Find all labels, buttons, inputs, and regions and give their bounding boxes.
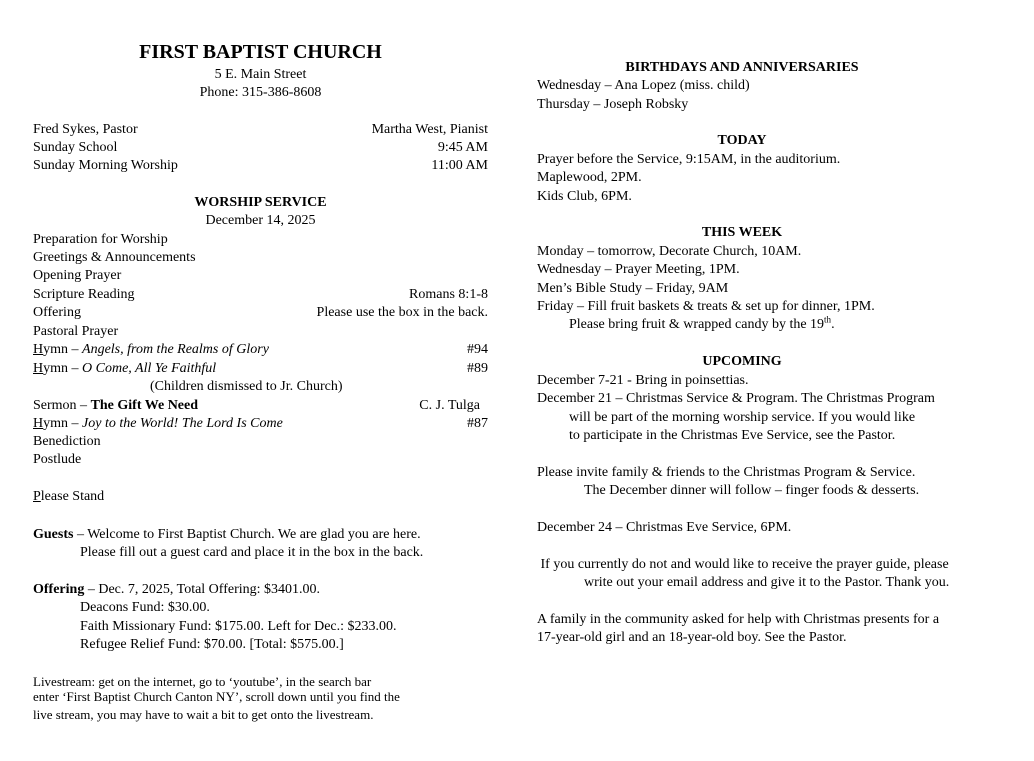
scripture-reference: Romans 8:1-8 <box>409 287 488 302</box>
church-address: 5 E. Main Street <box>214 67 307 82</box>
this-week-item: Men’s Bible Study – Friday, 9AM <box>537 281 729 296</box>
birthday-item: Thursday – Joseph Robsky <box>537 97 689 112</box>
order-item-label: Pastoral Prayer <box>33 324 119 339</box>
today-heading: TODAY <box>717 133 767 148</box>
order-item-label: Preparation for Worship <box>33 232 168 247</box>
offering-total: – Dec. 7, 2025, Total Offering: $3401.00. <box>84 582 321 597</box>
please-stand-underlined: P <box>33 489 41 504</box>
church-phone: Phone: 315-386-8608 <box>199 85 322 100</box>
hymn-title: O Come, All Ye Faithful <box>82 361 217 376</box>
guests-text: – Welcome to First Baptist Church. We are glad you are here. <box>73 527 421 542</box>
please-stand-note <box>33 488 488 506</box>
prayer-guide-line-1: If you currently do not and would like to receive the prayer guide, please <box>537 557 949 572</box>
hymn-prefix: ymn – <box>43 342 83 357</box>
order-item <box>33 304 488 322</box>
sermon-title: The Gift We Need <box>90 398 199 413</box>
hymn-prefix-underlined: H <box>33 342 44 357</box>
morning-worship-label: Sunday Morning Worship <box>33 158 178 173</box>
livestream-line-3: live stream, you may have to wait a bit to get onto the livestream. <box>33 707 374 722</box>
order-item <box>33 286 488 304</box>
hymn-row <box>33 360 488 378</box>
offering-line-1 <box>33 581 488 599</box>
christmas-eve-service: December 24 – Christmas Eve Service, 6PM. <box>537 520 792 535</box>
benediction: Benediction <box>33 434 101 449</box>
this-week-item: Wednesday – Prayer Meeting, 1PM. <box>537 262 740 277</box>
order-item-label: Scripture Reading <box>33 287 135 302</box>
pastor-name: Fred Sykes, Pastor <box>33 122 138 137</box>
hymn-number: #89 <box>467 361 488 376</box>
order-item-label: Opening Prayer <box>33 268 122 283</box>
today-item: Maplewood, 2PM. <box>537 170 642 185</box>
hymn-prefix: ymn – <box>43 361 83 376</box>
this-week-heading: THIS WEEK <box>701 225 783 240</box>
sermon-speaker: C. J. Tulga <box>419 398 480 413</box>
prayer-guide-line-2: write out your email address and give it to the Pastor. Thank you. <box>584 575 950 590</box>
sunday-school-time: 9:45 AM <box>437 140 488 155</box>
offering-deacons-fund: Deacons Fund: $30.00. <box>80 600 210 615</box>
pianist-name: Martha West, Pianist <box>371 122 488 137</box>
sermon-prefix: Sermon – <box>33 398 91 413</box>
this-week-note-end: . <box>831 317 835 332</box>
upcoming-dec21-line-2: will be part of the morning worship service. If you would like <box>569 410 916 425</box>
livestream-line-2: enter ‘First Baptist Church Canton NY’, scroll down until you find the <box>33 689 400 704</box>
please-stand-text: lease Stand <box>40 489 105 504</box>
upcoming-dec21-line-3: to participate in the Christmas Eve Service, see the Pastor. <box>569 428 896 443</box>
this-week-note-text: Please bring fruit & wrapped candy by the 19 <box>569 317 825 332</box>
guests-line-1 <box>33 526 488 544</box>
morning-worship-row <box>33 157 488 175</box>
staff-row <box>33 121 488 139</box>
order-item-label: Offering <box>33 305 81 320</box>
upcoming-poinsettias: December 7-21 - Bring in poinsettias. <box>537 373 749 388</box>
guests-line-2: Please fill out a guest card and place it in the box in the back. <box>80 545 424 560</box>
postlude: Postlude <box>33 452 82 467</box>
order-item-label: Greetings & Announcements <box>33 250 196 265</box>
sunday-school-row <box>33 139 488 157</box>
order-item <box>33 249 488 267</box>
invite-line-1: Please invite family & friends to the Christmas Program & Service. <box>537 465 916 480</box>
worship-service-heading: WORSHIP SERVICE <box>194 195 327 210</box>
today-item: Kids Club, 6PM. <box>537 189 632 204</box>
hymn-number: #87 <box>467 416 488 431</box>
hymn-number: #94 <box>467 342 488 357</box>
guests-label: Guests <box>33 527 74 542</box>
children-dismissed-note: (Children dismissed to Jr. Church) <box>150 379 343 394</box>
order-item <box>33 231 488 249</box>
hymn-title: Angels, from the Realms of Glory <box>82 342 269 357</box>
order-item <box>33 267 488 285</box>
livestream-line-1: Livestream: get on the internet, go to ‘youtube’, in the search bar <box>33 674 372 689</box>
this-week-note <box>537 316 1007 334</box>
today-item: Prayer before the Service, 9:15AM, in the auditorium. <box>537 152 841 167</box>
offering-refugee-relief-fund: Refugee Relief Fund: $70.00. [Total: $575.00.] <box>80 637 344 652</box>
hymn-row <box>33 415 488 433</box>
this-week-item: Monday – tomorrow, Decorate Church, 10AM. <box>537 244 802 259</box>
family-help-line-1: A family in the community asked for help with Christmas presents for a <box>537 612 940 627</box>
sunday-school-label: Sunday School <box>33 140 118 155</box>
hymn-prefix-underlined: H <box>33 416 44 431</box>
order-item <box>33 323 488 341</box>
ordinal-suffix: th <box>824 314 832 325</box>
upcoming-dec21-line-1: December 21 – Christmas Service & Program. The Christmas Program <box>537 391 935 406</box>
sermon-row <box>33 397 488 415</box>
hymn-row <box>33 341 488 359</box>
morning-worship-time: 11:00 AM <box>431 158 488 173</box>
offering-faith-missionary-fund: Faith Missionary Fund: $175.00. Left for Dec.: $233.00. <box>80 619 397 634</box>
family-help-line-2: 17-year-old girl and an 18-year-old boy. See the Pastor. <box>537 630 847 645</box>
this-week-item: Friday – Fill fruit baskets & treats & set up for dinner, 1PM. <box>537 299 875 314</box>
hymn-prefix: ymn – <box>43 416 83 431</box>
birthdays-heading: BIRTHDAYS AND ANNIVERSARIES <box>625 60 859 75</box>
offering-note: Please use the box in the back. <box>316 305 488 320</box>
hymn-title: Joy to the World! The Lord Is Come <box>82 416 283 431</box>
upcoming-heading: UPCOMING <box>702 354 782 369</box>
birthday-item: Wednesday – Ana Lopez (miss. child) <box>537 78 750 93</box>
hymn-prefix-underlined: H <box>33 361 44 376</box>
worship-service-date: December 14, 2025 <box>205 213 316 228</box>
church-name: FIRST BAPTIST CHURCH <box>139 41 382 63</box>
invite-line-2: The December dinner will follow – finger foods & desserts. <box>584 483 920 498</box>
offering-label: Offering <box>33 582 85 597</box>
